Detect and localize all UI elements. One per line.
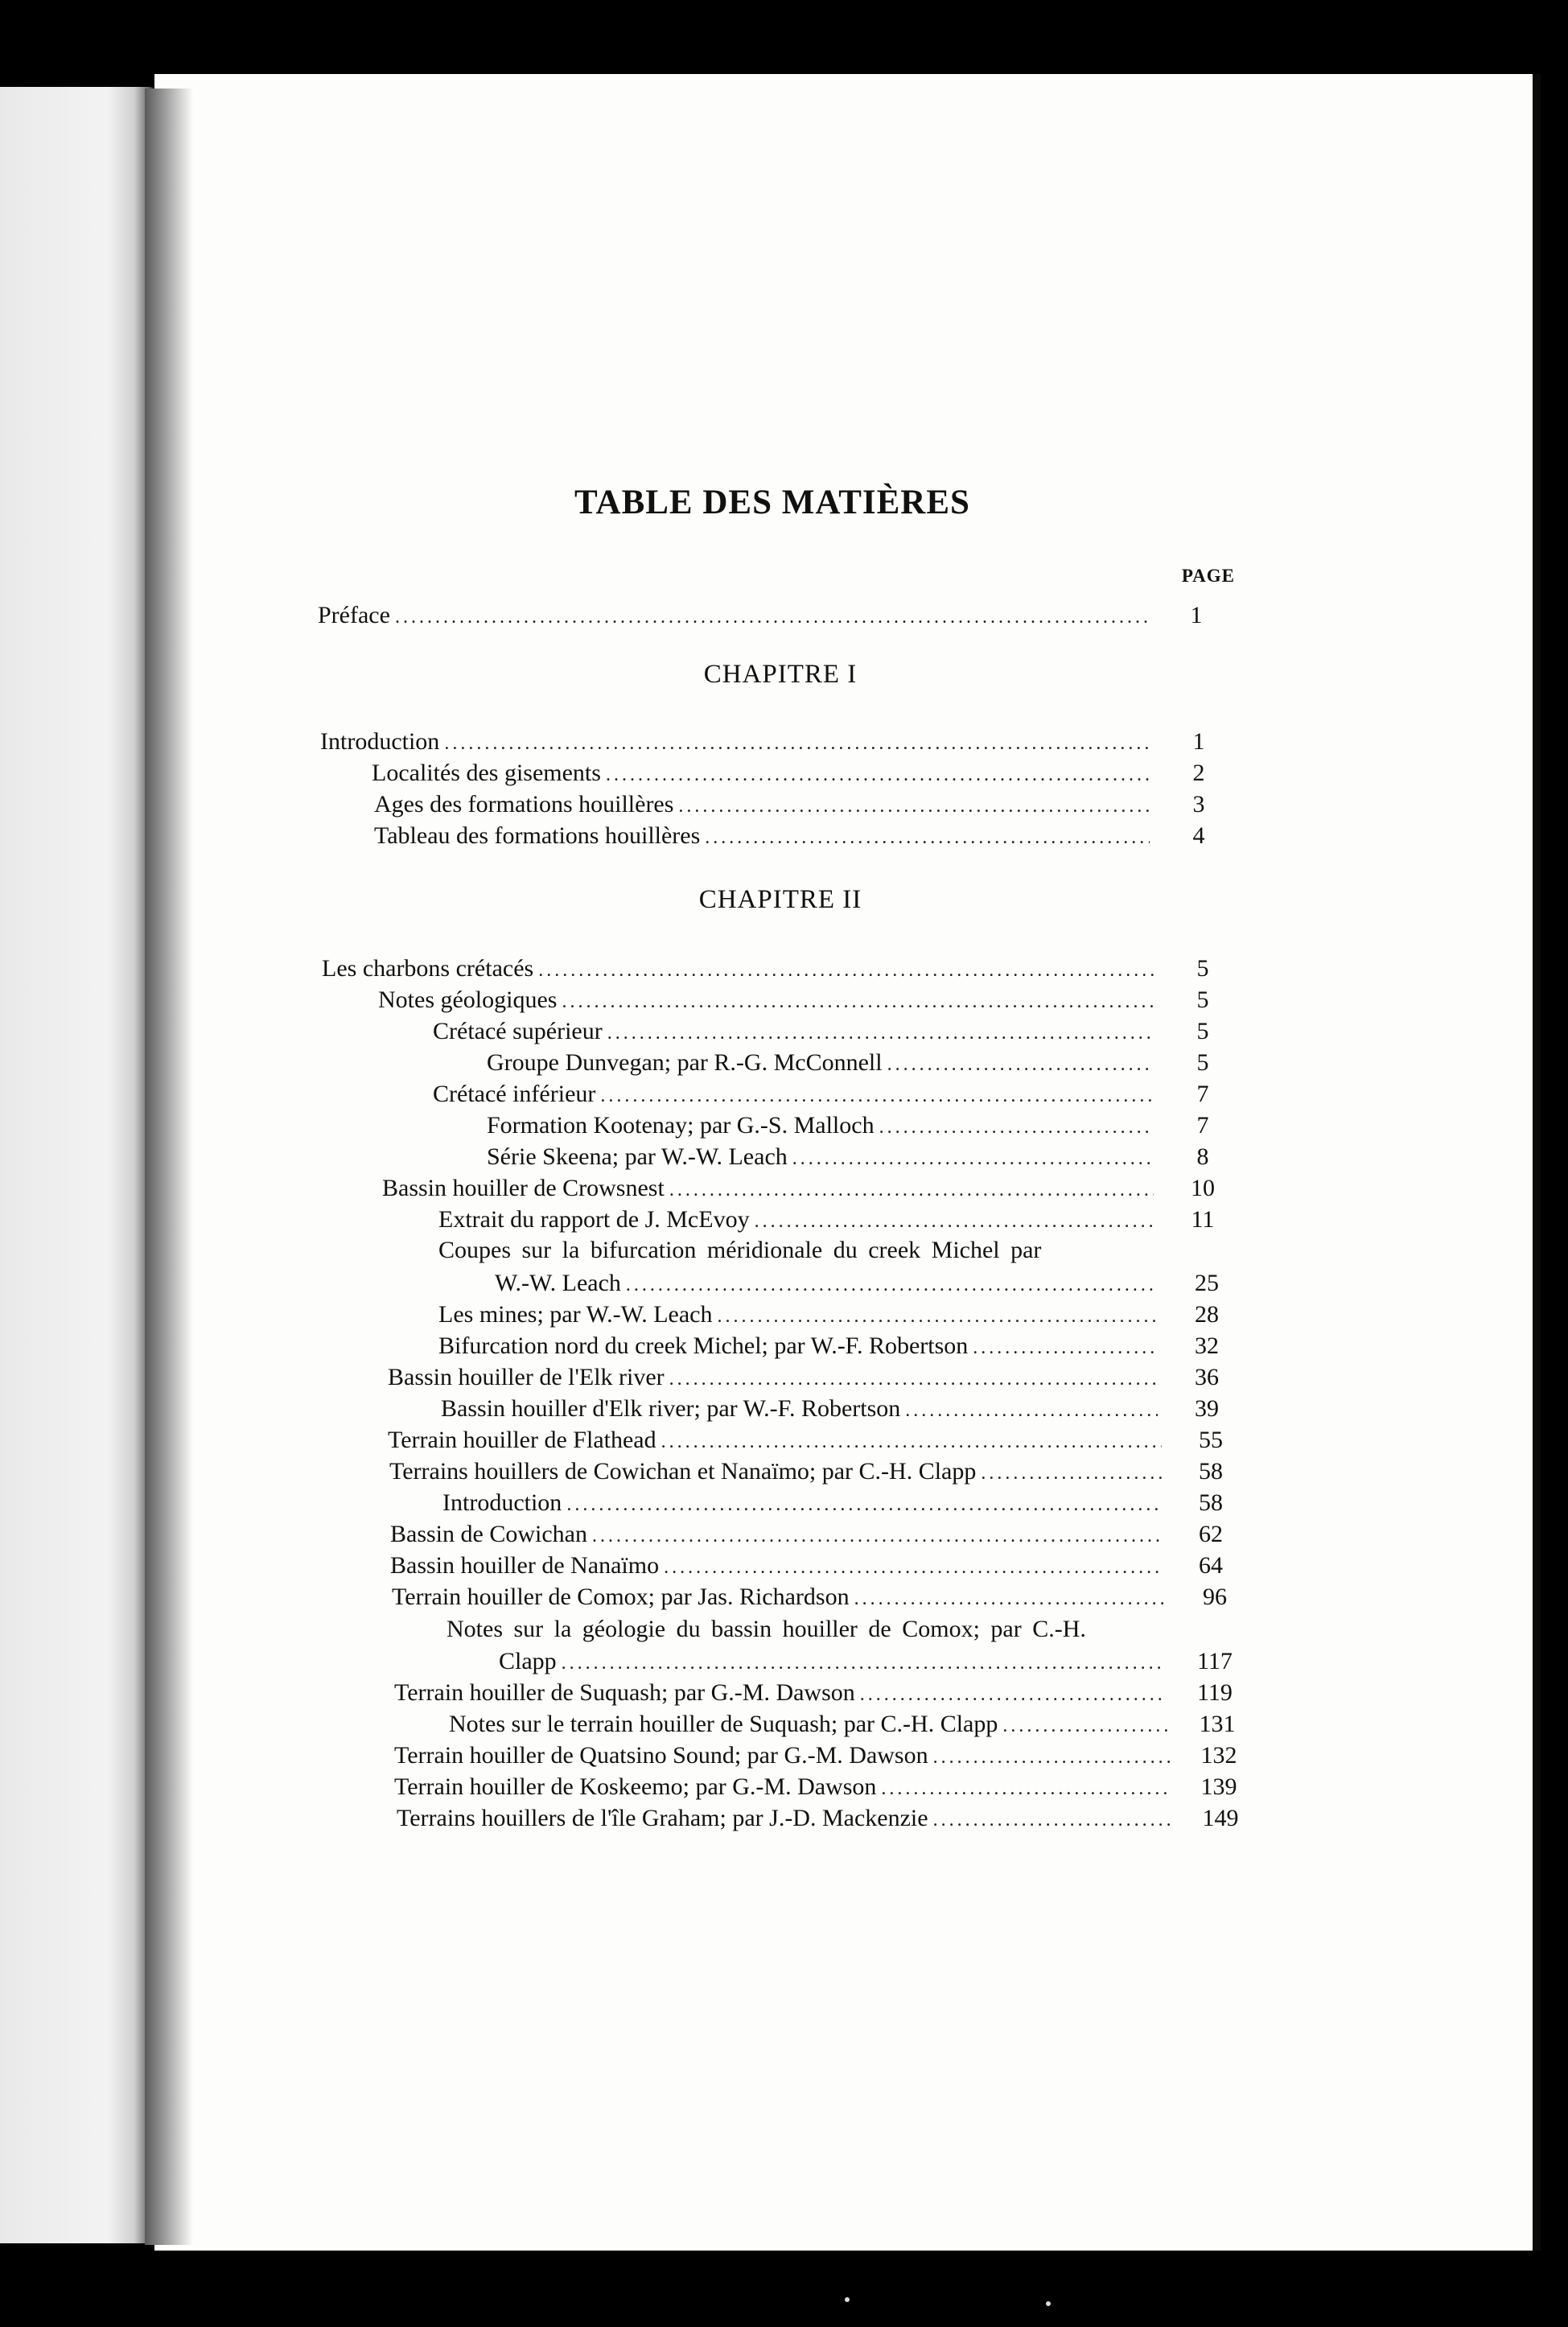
toc-entry-title: Terrain houiller de Comox; par Jas. Richardson <box>392 1584 850 1610</box>
toc-page-number: 119 <box>1197 1679 1233 1706</box>
chapter-heading: CHAPITRE II <box>698 885 862 914</box>
toc-entry-title: Terrain houiller de Flathead <box>388 1427 656 1453</box>
toc-page-number: 28 <box>1195 1301 1219 1328</box>
toc-entry-title: Bassin houiller de Nanaïmo <box>390 1552 660 1579</box>
toc-entry <box>487 1112 1209 1144</box>
toc-entry <box>390 1521 1223 1553</box>
toc-entry <box>442 1489 1223 1522</box>
dot-leader <box>669 1369 1158 1390</box>
toc-entry-title: Terrain houiller de Koskeemo; par G.-M. Dawson <box>394 1773 877 1800</box>
toc-entry <box>320 728 1205 760</box>
toc-entry-title: W.-W. Leach <box>495 1270 621 1296</box>
toc-page-number: 5 <box>1196 986 1209 1013</box>
toc-page-number: 11 <box>1191 1206 1215 1233</box>
toc-page-number: 1 <box>1192 728 1205 755</box>
toc-page-number: 149 <box>1202 1805 1239 1831</box>
chapter-heading: CHAPITRE I <box>703 660 858 689</box>
toc-page-number: 7 <box>1196 1081 1209 1107</box>
dot-leader <box>395 607 1147 628</box>
toc-entry-title: Crétacé supérieur <box>433 1018 603 1044</box>
toc-entry <box>438 1332 1219 1365</box>
dot-leader <box>933 1747 1170 1769</box>
toc-page-number: 2 <box>1192 760 1205 786</box>
toc-page-number: 7 <box>1196 1112 1209 1139</box>
toc-entry-first-line: Coupes sur la bifurcation méridionale du creek Michel par <box>438 1237 1042 1263</box>
dot-leader <box>860 1684 1166 1706</box>
toc-entry <box>441 1395 1219 1427</box>
dot-leader <box>887 1054 1154 1076</box>
toc-entry-title: Introduction <box>442 1489 562 1516</box>
toc-entry-title: Bassin de Cowichan <box>390 1521 587 1547</box>
toc-entry <box>382 1175 1215 1207</box>
toc-page-number: 36 <box>1195 1364 1219 1390</box>
toc-entry-title: Localités des gisements <box>372 760 601 786</box>
toc-entry <box>433 1018 1209 1050</box>
dot-leader <box>606 764 1150 786</box>
dot-leader <box>854 1588 1166 1610</box>
dot-leader <box>678 796 1150 818</box>
toc-entry-title: Série Skeena; par W.-W. Leach <box>487 1143 788 1170</box>
toc-entry <box>374 822 1205 855</box>
dot-leader <box>626 1275 1158 1296</box>
toc-page-number: 139 <box>1200 1773 1237 1800</box>
dot-leader <box>1002 1715 1168 1737</box>
toc-entry <box>499 1648 1233 1680</box>
toc-entry-title: Terrains houillers de l'île Graham; par J.-D. Mackenzie <box>397 1805 928 1831</box>
toc-page-number: 32 <box>1195 1332 1219 1359</box>
dot-leader <box>592 1526 1162 1547</box>
binding-shadow <box>145 89 193 2245</box>
toc-page-number: 1 <box>1190 602 1203 628</box>
toc-entry <box>438 1206 1215 1238</box>
toc-entry-title: Les charbons crétacés <box>322 955 534 982</box>
dot-leader <box>755 1211 1154 1233</box>
toc-entry <box>487 1143 1209 1176</box>
toc-entry-title: Ages des formations houillères <box>374 791 674 818</box>
toc-page-number: 132 <box>1200 1742 1237 1769</box>
page-right-edge <box>1533 74 1541 2251</box>
toc-entry <box>389 1458 1223 1490</box>
dot-leader <box>905 1400 1158 1422</box>
dot-leader <box>664 1557 1162 1579</box>
toc-page-number: 39 <box>1195 1395 1219 1422</box>
dot-leader <box>792 1148 1154 1170</box>
toc-entry-title: Bassin houiller de Crowsnest <box>382 1175 665 1201</box>
dot-leader <box>881 1778 1170 1800</box>
toc-entry <box>394 1773 1237 1806</box>
toc-entry-title: Bifurcation nord du creek Michel; par W.-F. Robertson <box>438 1332 969 1359</box>
dot-leader <box>566 1494 1162 1516</box>
dot-leader <box>607 1023 1154 1044</box>
toc-entry-title: Extrait du rapport de J. McEvoy <box>438 1206 750 1233</box>
toc-entry <box>449 1711 1236 1743</box>
toc-page-number: 62 <box>1199 1521 1223 1547</box>
dot-leader <box>661 1431 1162 1453</box>
toc-entry-title: Introduction <box>320 728 440 755</box>
dot-leader <box>444 733 1150 755</box>
toc-page-number: 3 <box>1192 791 1205 818</box>
toc-entry <box>390 1552 1223 1584</box>
toc-entry <box>388 1364 1219 1396</box>
toc-page-number: 64 <box>1199 1552 1223 1579</box>
toc-entry <box>388 1427 1223 1459</box>
scan-speck <box>845 2297 850 2302</box>
toc-page-number: 8 <box>1196 1143 1209 1170</box>
dot-leader <box>669 1180 1154 1201</box>
scan-speck <box>1046 2301 1051 2306</box>
toc-entry <box>322 955 1209 987</box>
dot-leader <box>981 1463 1162 1485</box>
dot-leader <box>973 1337 1158 1359</box>
toc-page-number: 55 <box>1199 1427 1223 1453</box>
toc-page-number: 10 <box>1191 1175 1215 1201</box>
dot-leader <box>705 827 1150 849</box>
dot-leader <box>879 1117 1154 1139</box>
toc-entry-title: Tableau des formations houillères <box>374 822 701 849</box>
page-title: TABLE DES MATIÈRES <box>574 484 970 521</box>
toc-page-number: 4 <box>1192 822 1205 849</box>
toc-entry-first-line: Notes sur la géologie du bassin houiller de Comox; par C.-H. <box>447 1616 1086 1642</box>
toc-entry <box>372 760 1205 792</box>
toc-page-number: 5 <box>1196 1049 1209 1076</box>
toc-entry-title: Terrain houiller de Quatsino Sound; par G.-M. Dawson <box>394 1742 928 1769</box>
toc-entry <box>394 1679 1233 1711</box>
toc-entry-title: Bassin houiller d'Elk river; par W.-F. Robertson <box>441 1395 901 1422</box>
toc-entry <box>495 1270 1219 1302</box>
toc-entry <box>378 986 1209 1019</box>
toc-entry <box>392 1584 1227 1616</box>
toc-page-number: 117 <box>1197 1648 1233 1674</box>
dot-leader <box>717 1306 1158 1328</box>
toc-entry <box>394 1742 1237 1774</box>
toc-entry-title: Clapp <box>499 1648 557 1674</box>
dot-leader <box>600 1085 1154 1107</box>
toc-entry <box>397 1805 1239 1837</box>
toc-entry-title: Notes sur le terrain houiller de Suquash; par C.-H. Clapp <box>449 1711 998 1737</box>
toc-entry-title: Les mines; par W.-W. Leach <box>438 1301 713 1328</box>
toc-entry <box>433 1081 1209 1113</box>
toc-page-number: 5 <box>1196 1018 1209 1044</box>
toc-entry <box>374 791 1205 823</box>
toc-entry-title: Préface <box>318 602 390 628</box>
dot-leader <box>562 1653 1166 1674</box>
toc-entry <box>318 602 1203 634</box>
toc-page-number: 58 <box>1199 1489 1223 1516</box>
toc-page-number: 58 <box>1199 1458 1223 1485</box>
toc-page-number: 25 <box>1195 1270 1219 1296</box>
dot-leader <box>538 960 1154 982</box>
toc-entry-title: Groupe Dunvegan; par R.-G. McConnell <box>487 1049 883 1076</box>
toc-entry-title: Crétacé inférieur <box>433 1081 596 1107</box>
facing-page-edge <box>0 87 153 2243</box>
toc-entry-title: Notes géologiques <box>378 986 558 1013</box>
toc-page-number: 96 <box>1203 1584 1227 1610</box>
toc-entry-title: Terrains houillers de Cowichan et Nanaïmo; par C.-H. Clapp <box>389 1458 977 1485</box>
toc-entry-title: Terrain houiller de Suquash; par G.-M. Dawson <box>394 1679 855 1706</box>
toc-page-number: 131 <box>1199 1711 1236 1737</box>
toc-page-number: 5 <box>1196 955 1209 982</box>
toc-entry <box>487 1049 1209 1081</box>
toc-entry-title: Bassin houiller de l'Elk river <box>388 1364 665 1390</box>
toc-entry-title: Formation Kootenay; par G.-S. Malloch <box>487 1112 875 1139</box>
toc-entry <box>438 1301 1219 1333</box>
dot-leader <box>562 991 1154 1013</box>
dot-leader <box>933 1810 1171 1831</box>
page-column-label: PAGE <box>1181 566 1235 586</box>
